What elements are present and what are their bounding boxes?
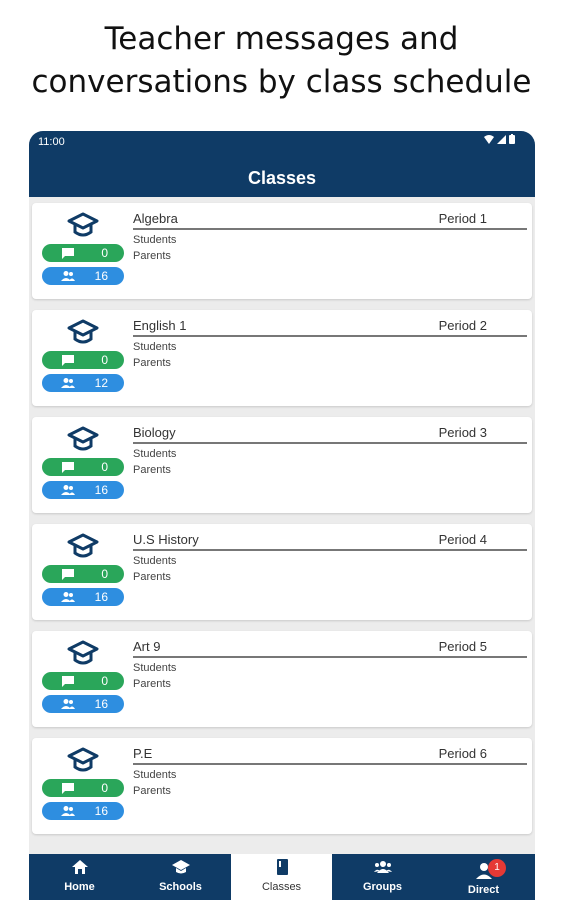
promo-caption xyxy=(0,18,563,104)
message-count-badge[interactable] xyxy=(42,565,124,583)
chat-icon xyxy=(61,782,75,794)
caption-line-2: conversations by class schedule xyxy=(31,64,532,100)
message-count-badge[interactable] xyxy=(42,779,124,797)
message-count: 0 xyxy=(101,674,108,688)
class-card[interactable] xyxy=(32,631,532,727)
book-icon xyxy=(273,859,291,875)
class-card[interactable] xyxy=(32,203,532,299)
member-count: 16 xyxy=(94,483,108,497)
graduation-cap-icon xyxy=(67,425,99,453)
class-card[interactable] xyxy=(32,310,532,406)
parents-label: Parents xyxy=(133,357,171,369)
nav-label: Groups xyxy=(362,881,403,893)
groups-icon xyxy=(374,859,392,875)
member-count-badge[interactable] xyxy=(42,481,124,499)
phone-screen xyxy=(29,131,535,900)
parents-label: Parents xyxy=(133,464,171,476)
member-count-badge[interactable] xyxy=(42,374,124,392)
message-count: 0 xyxy=(101,460,108,474)
status-bar xyxy=(29,131,535,153)
member-count-badge[interactable] xyxy=(42,802,124,820)
parents-label: Parents xyxy=(133,571,171,583)
nav-item-home[interactable] xyxy=(29,854,130,900)
chat-icon xyxy=(61,461,75,473)
member-count-badge[interactable] xyxy=(42,695,124,713)
people-icon xyxy=(61,484,75,496)
students-label: Students xyxy=(133,234,177,246)
graduation-cap-icon xyxy=(67,746,99,774)
divider xyxy=(133,549,527,551)
message-count-badge[interactable] xyxy=(42,244,124,262)
divider xyxy=(133,335,527,337)
divider xyxy=(133,763,527,765)
chat-icon xyxy=(61,247,75,259)
chat-icon xyxy=(61,675,75,687)
class-name: Art 9 xyxy=(133,639,161,654)
nav-item-classes[interactable] xyxy=(231,854,332,900)
nav-item-schools[interactable] xyxy=(130,854,231,900)
chat-icon xyxy=(61,568,75,580)
member-count: 12 xyxy=(94,376,108,390)
signal-icon xyxy=(497,135,506,144)
message-count-badge[interactable] xyxy=(42,351,124,369)
parents-label: Parents xyxy=(133,250,171,262)
class-name: Biology xyxy=(133,425,176,440)
status-time: 11:00 xyxy=(38,136,65,148)
message-count: 0 xyxy=(101,353,108,367)
nav-item-groups[interactable] xyxy=(332,854,433,900)
class-name: P.E xyxy=(133,746,153,761)
class-period: Period 3 xyxy=(438,425,487,440)
graduation-cap-icon xyxy=(67,318,99,346)
divider xyxy=(133,442,527,444)
class-period: Period 1 xyxy=(438,211,487,226)
nav-label: Direct xyxy=(467,884,500,896)
students-label: Students xyxy=(133,769,177,781)
people-icon xyxy=(61,377,75,389)
member-count: 16 xyxy=(94,697,108,711)
page-title: Classes xyxy=(247,168,317,188)
class-card[interactable] xyxy=(32,738,532,834)
students-label: Students xyxy=(133,555,177,567)
class-name: U.S History xyxy=(133,532,199,547)
class-name: Algebra xyxy=(133,211,178,226)
member-count-badge[interactable] xyxy=(42,267,124,285)
parents-label: Parents xyxy=(133,678,171,690)
member-count: 16 xyxy=(94,590,108,604)
divider xyxy=(133,228,527,230)
parents-label: Parents xyxy=(133,785,171,797)
message-count: 0 xyxy=(101,781,108,795)
school-icon xyxy=(172,859,190,875)
students-label: Students xyxy=(133,448,177,460)
notification-badge: 1 xyxy=(488,859,506,877)
home-icon xyxy=(71,859,89,875)
people-icon xyxy=(61,805,75,817)
member-count-badge[interactable] xyxy=(42,588,124,606)
member-count: 16 xyxy=(94,269,108,283)
caption-line-1: Teacher messages and xyxy=(104,21,459,57)
member-count: 16 xyxy=(94,804,108,818)
nav-item-direct[interactable] xyxy=(433,854,534,900)
message-count: 0 xyxy=(101,246,108,260)
people-icon xyxy=(61,698,75,710)
wifi-icon xyxy=(484,135,494,144)
divider xyxy=(133,656,527,658)
chat-icon xyxy=(61,354,75,366)
nav-label: Classes xyxy=(261,881,302,893)
people-icon xyxy=(61,591,75,603)
message-count-badge[interactable] xyxy=(42,672,124,690)
class-card[interactable] xyxy=(32,417,532,513)
nav-label: Home xyxy=(64,881,95,893)
students-label: Students xyxy=(133,662,177,674)
people-icon xyxy=(61,270,75,282)
class-period: Period 4 xyxy=(438,532,487,547)
class-card[interactable] xyxy=(32,524,532,620)
graduation-cap-icon xyxy=(67,532,99,560)
battery-icon xyxy=(509,134,515,144)
nav-label: Schools xyxy=(159,881,202,893)
class-name: English 1 xyxy=(133,318,187,333)
graduation-cap-icon xyxy=(67,211,99,239)
class-period: Period 5 xyxy=(438,639,487,654)
students-label: Students xyxy=(133,341,177,353)
message-count: 0 xyxy=(101,567,108,581)
app-bar xyxy=(29,153,535,197)
message-count-badge[interactable] xyxy=(42,458,124,476)
status-icons xyxy=(484,134,515,144)
bottom-navigation xyxy=(29,854,535,900)
graduation-cap-icon xyxy=(67,639,99,667)
class-period: Period 2 xyxy=(438,318,487,333)
class-period: Period 6 xyxy=(438,746,487,761)
